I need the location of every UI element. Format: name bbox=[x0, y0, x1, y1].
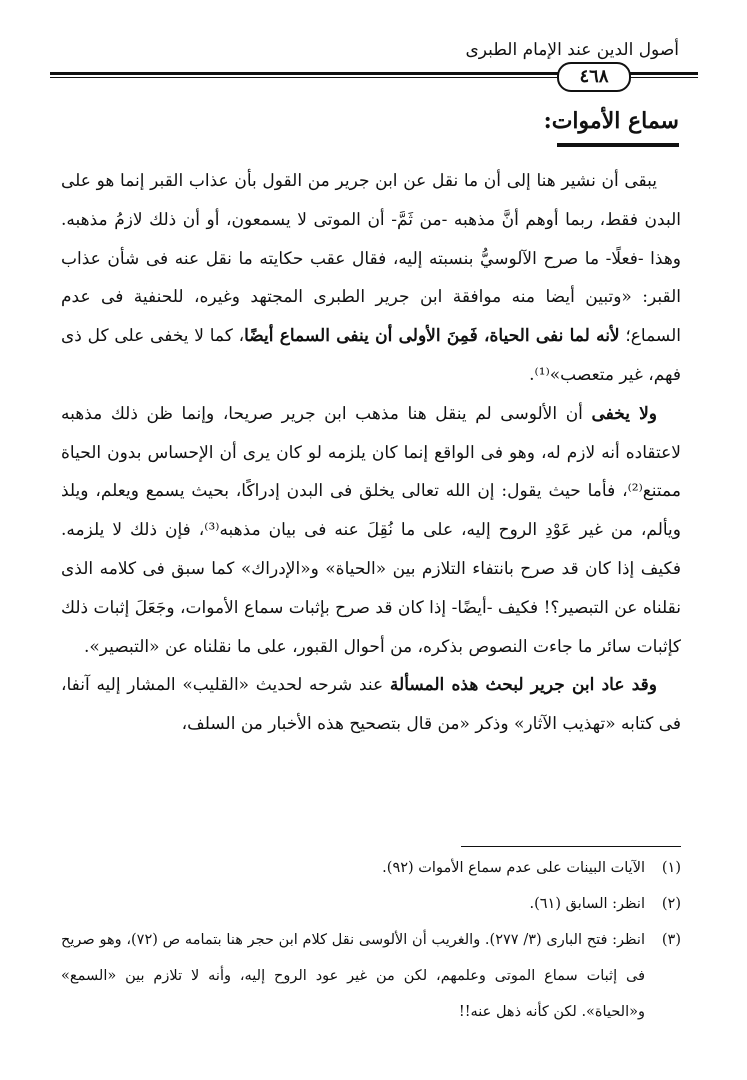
footnote-text: انظر: السابق (٦١). bbox=[529, 896, 645, 912]
footnote bbox=[61, 850, 681, 886]
footnote-text: انظر: فتح البارى (٣/ ٢٧٧). والغريب أن الألوسى نقل كلام ابن حجر هنا بتمامه ص (٧٢)، وهو صريح فى إثبات سماع الموتى وعلمهم، لكن من غير عود الروح إليه، وأنه لا تلازم بين «السمع» و«الحياة». لكن كأنه ذهل عنه!! bbox=[61, 932, 645, 1020]
paragraph-bold-run: وقد عاد ابن جرير لبحث هذه المسألة bbox=[389, 675, 658, 696]
footnote-separator bbox=[461, 846, 681, 847]
footnote-number: (٢) bbox=[661, 896, 681, 912]
footnote-number: (١) bbox=[661, 860, 681, 876]
paragraph-text-run: ، كما لا يخفى على كل ذى فهم، غير متعصب»⁽¹⁾. bbox=[61, 326, 681, 385]
paragraph-bold-run: ولا يخفى bbox=[591, 403, 657, 424]
paragraph-bold-run: لأنه لما نفى الحياة، فَمِنَ الأولى أن ينفى السماع أيضًا bbox=[244, 326, 620, 347]
paragraph-text-run: عند شرحه لحديث «القليب» المشار إليه آنفا، فى كتابه «تهذيب الآثار» وذكر «من قال بتصحيح هذه الأخبار من السلف، bbox=[61, 675, 681, 735]
running-header-title: أصول الدين عند الإمام الطبرى bbox=[465, 40, 679, 60]
paragraph bbox=[61, 395, 681, 667]
section-heading-underline bbox=[557, 143, 679, 147]
footnote-number: (٣) bbox=[661, 932, 681, 948]
paragraph-text-run: أن الألوسى لم ينقل هنا مذهب ابن جرير صريحا، وإنما ظن ذلك مذهبه لاعتقاده أنه لازم له، وهو فى الواقع إنما كان يلزمه لو كان يرى أن الإحساس بدون الحياة ممتنع⁽²⁾، فأما حيث يقول: إن الله تعالى يخلق فى البدن إدراكًا، بحيث يسمع ويعلم، ويلذ ويألم، من غير عَوْدِ الروح إليه، على ما نُقِلَ عنه فى بيان مذهبه⁽³⁾، فإن ذلك لا يلزمه. فكيف إذا كان قد صرح بانتفاء التلازم بين «الحياة» و«الإدراك» كما سبق فى كلامه الذى نقلناه عن التبصير؟! فكيف -أيضًا- إذا كان قد صرح بإثبات سماع الأموات، وجَعَلَ إثبات ذلك كإثبات سائر ما جاءت النصوص بذكره، من أحوال القبور، على ما نقلناه عن «التبصير». bbox=[61, 403, 681, 657]
paragraph bbox=[61, 666, 681, 744]
footnote bbox=[61, 886, 681, 922]
paragraph-text-run: يبقى أن نشير هنا إلى أن ما نقل عن ابن جرير من القول بأن عذاب القبر إنما هو على البدن فقط، ربما أوهم أنَّ مذهبه -من ثَمَّ- أن الموتى لا يسمعون، أو أن ذلك لازمُ مذهبه. وهذا -فعلًا- ما صرح الآلوسيُّ بنسبته إليه، فقال عقب حكايته ما نقل عنه فى شأن عذاب القبر: «وتبين أيضا منه موافقة ابن جرير الطبرى المجتهد وغيره، للحنفية فى عدم السماع؛ bbox=[61, 171, 682, 347]
footnote bbox=[61, 922, 681, 1030]
footnotes bbox=[61, 850, 681, 1030]
page-number-badge: ٤٦٨ bbox=[557, 62, 631, 92]
section-heading: سماع الأموات: bbox=[543, 108, 679, 134]
body-text bbox=[61, 162, 681, 744]
footnote-text: الآيات البينات على عدم سماع الأموات (٩٢). bbox=[382, 860, 645, 876]
paragraph bbox=[61, 162, 681, 395]
